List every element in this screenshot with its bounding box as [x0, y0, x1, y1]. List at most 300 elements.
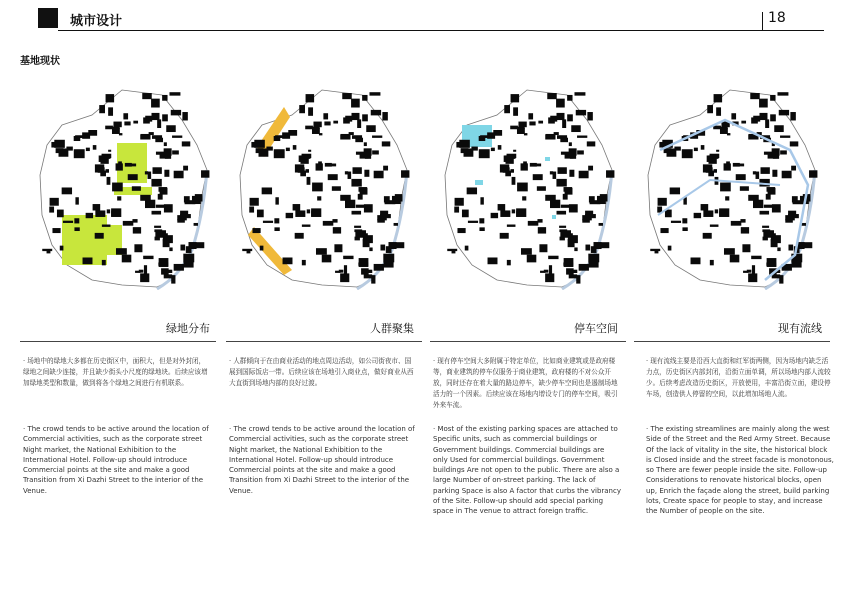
building: [298, 167, 305, 172]
building: [401, 170, 409, 177]
building: [511, 94, 520, 102]
building: [601, 242, 609, 248]
building: [140, 273, 149, 282]
building: [142, 93, 151, 99]
building: [585, 245, 590, 251]
building: [152, 211, 162, 215]
building: [556, 113, 564, 120]
building: [750, 93, 759, 99]
building: [117, 196, 121, 200]
building: [182, 112, 187, 120]
text-en-parking: · Most of the existing parking spaces are attached to Specific units, such as commercial buildings or Government buildings. Commercial buildings are only Used for commercial buildings. Government buildings Are not open to the public. There are also a large Number of on-street parking. The lack of parking Space is also A factor that curbs the vibrancy of the Site. Follow-up should add special parking space in The venue to attract foreign traffic.: [433, 425, 621, 516]
building: [772, 170, 777, 177]
divider-parking: [430, 341, 626, 342]
label-crowd: 人群聚集: [370, 322, 414, 335]
building: [262, 187, 272, 194]
building: [47, 250, 51, 254]
building: [372, 150, 379, 154]
building: [122, 255, 132, 263]
building: [540, 271, 545, 273]
building: [254, 140, 265, 148]
building: [383, 166, 388, 171]
building: [655, 250, 659, 254]
building: [162, 95, 167, 101]
building: [395, 194, 403, 201]
building: [374, 171, 384, 179]
building: [286, 148, 290, 151]
building: [753, 200, 763, 208]
building: [186, 246, 192, 253]
building: [274, 227, 279, 231]
building: [63, 221, 73, 223]
building: [185, 200, 196, 204]
building: [577, 150, 584, 154]
building: [358, 194, 363, 200]
building: [385, 200, 396, 204]
building: [308, 107, 313, 115]
parking-spot: [475, 180, 483, 185]
building: [351, 113, 359, 120]
building: [306, 94, 315, 102]
building: [141, 134, 150, 139]
building: [563, 262, 573, 265]
building: [352, 135, 362, 139]
label-parking: 停车空间: [574, 322, 618, 335]
building: [364, 170, 369, 177]
building: [145, 116, 152, 122]
building: [107, 177, 111, 185]
building: [93, 145, 97, 150]
building: [169, 247, 172, 251]
building: [317, 196, 321, 200]
building: [93, 204, 101, 210]
building: [354, 226, 361, 228]
building: [128, 174, 138, 180]
building: [468, 221, 478, 223]
building: [559, 229, 567, 232]
building: [600, 194, 608, 201]
building: [513, 150, 516, 152]
building: [741, 227, 749, 233]
building: [585, 214, 596, 218]
building: [537, 219, 542, 223]
building: [107, 209, 110, 213]
building: [49, 207, 54, 213]
building: [95, 210, 105, 217]
building: [528, 221, 539, 226]
building: [707, 155, 712, 161]
building: [332, 186, 341, 191]
building: [733, 163, 740, 167]
building: [133, 121, 138, 124]
building: [768, 188, 776, 195]
building: [550, 116, 557, 122]
building: [343, 256, 353, 259]
building: [125, 163, 132, 167]
building: [196, 242, 204, 248]
building: [780, 136, 790, 138]
building: [516, 208, 526, 217]
building: [158, 194, 163, 200]
building: [670, 187, 680, 194]
building: [132, 219, 137, 223]
building: [351, 179, 361, 187]
building: [293, 204, 301, 210]
building: [163, 239, 170, 247]
building: [491, 148, 495, 151]
building: [123, 221, 134, 226]
building: [358, 262, 368, 265]
building: [274, 136, 281, 141]
building: [510, 126, 518, 130]
building: [517, 183, 528, 192]
building: [295, 233, 304, 239]
building: [60, 246, 64, 251]
building: [504, 105, 510, 113]
section-title: 基地现状: [20, 56, 60, 67]
building: [307, 209, 310, 213]
building: [343, 198, 350, 200]
building: [364, 142, 367, 146]
building: [782, 171, 792, 179]
building: [582, 219, 590, 223]
building: [195, 194, 203, 201]
building: [99, 105, 105, 113]
building: [316, 248, 327, 255]
building: [257, 210, 264, 218]
building: [118, 161, 122, 167]
building: [563, 194, 568, 200]
building: [143, 256, 153, 259]
building: [529, 121, 535, 125]
building: [748, 273, 757, 282]
building: [332, 219, 337, 223]
building: [247, 250, 251, 254]
building: [162, 114, 168, 121]
building: [377, 219, 385, 223]
building: [364, 274, 373, 278]
building: [299, 155, 304, 161]
building: [720, 128, 728, 134]
divider-crowd: [226, 341, 422, 342]
building: [104, 156, 110, 159]
building: [151, 113, 159, 120]
building: [719, 208, 729, 217]
building: [569, 148, 577, 155]
building: [102, 260, 106, 265]
building: [74, 227, 79, 231]
building: [691, 257, 701, 264]
building: [112, 183, 123, 192]
parking-spot: [545, 157, 550, 161]
building: [682, 149, 693, 158]
building: [562, 119, 566, 128]
building: [50, 198, 59, 206]
building: [311, 208, 321, 217]
building: [52, 228, 60, 233]
building: [558, 167, 567, 174]
building: [521, 248, 532, 255]
building: [710, 260, 714, 265]
building: [554, 132, 559, 135]
label-flow: 现有流线: [778, 322, 822, 335]
building: [459, 140, 470, 148]
building: [579, 171, 589, 179]
building: [549, 265, 552, 273]
building: [182, 141, 190, 146]
building: [62, 187, 72, 194]
building: [95, 233, 104, 239]
building: [99, 155, 104, 161]
header-rule: [58, 30, 824, 31]
building: [108, 107, 113, 115]
site-plan-svg: [22, 75, 217, 290]
building: [312, 128, 320, 134]
building: [102, 225, 111, 227]
site-plan-svg: [630, 75, 825, 290]
building: [561, 205, 570, 208]
building: [106, 169, 109, 173]
building: [349, 132, 354, 135]
building: [154, 229, 162, 232]
building: [305, 126, 313, 130]
building: [538, 121, 543, 124]
building: [774, 125, 783, 132]
building: [169, 92, 180, 95]
building: [694, 148, 698, 151]
building: [599, 223, 603, 226]
building: [256, 148, 264, 153]
building: [461, 148, 469, 153]
building: [500, 210, 510, 217]
building: [788, 214, 799, 218]
building: [174, 264, 184, 271]
building: [759, 99, 768, 108]
building: [164, 170, 169, 177]
map-flow: [630, 75, 825, 290]
building: [143, 198, 150, 200]
building: [183, 166, 188, 171]
building: [777, 247, 780, 251]
building: [56, 148, 64, 153]
building: [318, 161, 322, 167]
building: [548, 198, 555, 200]
building: [587, 112, 592, 120]
building: [372, 136, 382, 138]
building: [171, 110, 181, 116]
building: [517, 128, 525, 134]
building: [135, 271, 140, 273]
building: [703, 210, 713, 217]
building: [328, 174, 338, 180]
building: [83, 257, 93, 264]
building: [304, 156, 310, 159]
building: [546, 134, 555, 139]
building: [716, 150, 719, 152]
label-green-space: 绿地分布: [166, 322, 210, 335]
building: [194, 223, 198, 226]
building: [556, 179, 566, 187]
building: [283, 257, 293, 264]
building: [380, 245, 385, 251]
building: [180, 214, 191, 218]
building: [802, 223, 806, 226]
building: [323, 113, 328, 119]
building: [252, 228, 260, 233]
building: [295, 210, 305, 217]
building: [715, 209, 718, 213]
building: [766, 262, 776, 265]
building: [151, 179, 161, 187]
building: [369, 247, 372, 251]
building: [770, 95, 775, 101]
building: [498, 204, 506, 210]
building: [386, 246, 392, 253]
building: [250, 198, 259, 206]
building: [790, 112, 795, 120]
building: [574, 247, 577, 251]
building: [324, 121, 330, 125]
building: [382, 141, 390, 146]
building: [498, 145, 502, 150]
building: [455, 198, 464, 206]
building: [550, 200, 560, 208]
building: [550, 171, 553, 174]
building: [355, 237, 360, 241]
building: [480, 197, 483, 204]
building: [500, 233, 509, 239]
building: [341, 134, 350, 139]
header-divider: [762, 12, 763, 30]
building: [487, 132, 495, 138]
text-en-flow: · The existing streamlines are mainly along the west Side of the Street and the Red Army Street. Because Of the lack of vitality in the site, the historical block is Closed inside and the street facade is monotonous, so There are fewer people inside the site. Follow-up Considerations to renovate historical blocks, open up, Enrich the façade along the street, build parking lots, Create space for people to stay, and increase the Number of people on the site.: [646, 425, 834, 516]
building: [488, 257, 498, 264]
building: [707, 105, 713, 113]
building: [157, 119, 161, 128]
building: [333, 121, 338, 124]
building: [785, 219, 793, 223]
building: [74, 149, 85, 158]
text-en-green-space: · The crowd tends to be active around the location of Commercial activities, such as the corporate street Night market, the National Exhibition to the International Hotel. Follow-up should introduce Commercial points at the site and make a good Transition from Xi Dazhi Street to the interior of the Venue.: [23, 425, 209, 495]
building: [452, 250, 456, 254]
map-parking: [427, 75, 622, 290]
header-tab-block: [38, 8, 58, 28]
building: [682, 227, 687, 231]
building: [571, 125, 580, 132]
building: [322, 255, 332, 263]
building: [804, 242, 812, 248]
building: [668, 246, 672, 251]
building: [133, 227, 141, 233]
building: [302, 260, 306, 265]
building: [569, 170, 574, 177]
building: [751, 256, 761, 259]
building: [308, 150, 311, 152]
building: [263, 221, 273, 223]
building: [183, 254, 194, 263]
building: [260, 246, 264, 251]
building: [249, 207, 254, 213]
building: [357, 119, 361, 128]
building: [753, 116, 760, 122]
building: [362, 95, 367, 101]
building: [180, 245, 185, 251]
building: [523, 161, 527, 167]
building: [201, 170, 209, 177]
building: [725, 196, 729, 200]
building: [154, 226, 161, 228]
building: [560, 237, 565, 241]
building: [123, 113, 128, 119]
building: [569, 142, 572, 146]
building: [770, 114, 776, 121]
building: [75, 197, 78, 204]
header-title: 城市设计: [70, 14, 123, 29]
building: [547, 93, 556, 99]
divider-flow: [634, 341, 830, 342]
building: [465, 246, 469, 251]
building: [345, 116, 352, 122]
text-cn-green-space: · 场地中的绿地大多都在历史街区中，面积大，但是对外封闭，绿地之间缺少连接，并且缺少街头小尺度的绿地块。后续应该增加绿地类型和数量，做到将各个绿地之间进行有机联系。: [23, 357, 208, 387]
building: [557, 135, 567, 139]
building: [342, 93, 351, 99]
building: [557, 211, 567, 215]
building: [54, 140, 65, 148]
building: [454, 207, 459, 213]
building: [98, 167, 105, 172]
building: [132, 186, 141, 191]
building: [710, 225, 719, 227]
building: [302, 225, 311, 227]
building: [164, 142, 167, 146]
building: [587, 141, 595, 146]
building: [86, 148, 90, 151]
building: [765, 119, 769, 128]
building: [703, 233, 712, 239]
building: [504, 155, 509, 161]
building: [590, 200, 601, 204]
building: [74, 218, 79, 223]
building: [360, 188, 368, 195]
site-plan-svg: [427, 75, 622, 290]
building: [568, 239, 575, 247]
map-crowd: [222, 75, 417, 290]
building: [383, 254, 394, 263]
building: [145, 171, 148, 174]
building: [706, 167, 713, 172]
building: [112, 128, 120, 134]
building: [325, 163, 332, 167]
building: [380, 214, 391, 218]
building: [740, 219, 745, 223]
building: [752, 265, 755, 273]
building: [457, 228, 465, 233]
building: [694, 213, 701, 218]
building: [569, 274, 578, 278]
building: [382, 112, 387, 120]
building: [779, 110, 789, 116]
building: [743, 271, 748, 273]
building: [701, 204, 709, 210]
building: [86, 213, 93, 218]
building: [166, 125, 175, 132]
building: [151, 99, 160, 108]
building: [57, 210, 64, 218]
building: [730, 255, 740, 263]
building: [763, 237, 768, 241]
building: [371, 110, 381, 116]
building: [172, 136, 182, 138]
